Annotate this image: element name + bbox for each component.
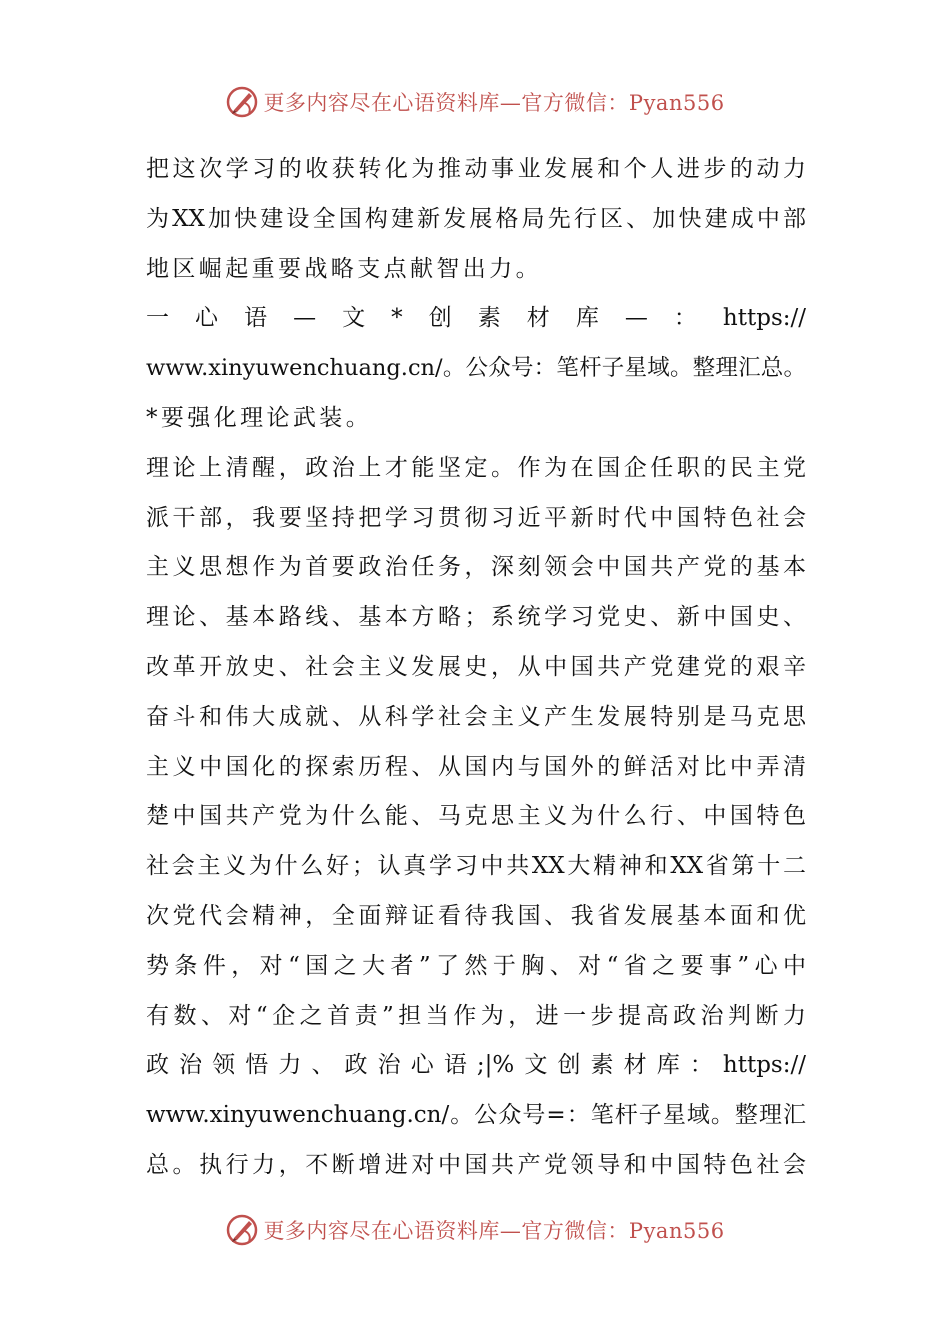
body-line: 次党代会精神，全面辩证看待我国、我省发展基本面和优 [146,902,806,929]
body-line: 主义中国化的探索历程、从国内与国外的鲜活对比中弄清 [146,753,806,780]
pen-logo-icon [225,85,259,119]
body-line: 有数、对“企之首责”担当作为，进一步提高政治判断力 [146,1002,806,1029]
body-line: 主义思想作为首要政治任务，深刻领会中国共产党的基本 [146,554,806,581]
body-line: 政治领悟力、政治心语;|%文创素材库：https:// [146,1052,806,1079]
body-line: *要强化理论武装。 [146,404,373,431]
body-line: 理论上清醒，政治上才能坚定。作为在国企任职的民主党 [146,454,806,481]
header-banner [0,82,950,122]
body-line: 奋斗和伟大成就、从科学社会主义产生发展特别是马克思 [146,703,806,730]
body-line: www.xinyuwenchuang.cn/。公众号：笔杆子星域。整理汇总。 [146,355,806,382]
body-line: 地区崛起重要战略支点献智出力。 [146,255,542,282]
body-line: 改革开放史、社会主义发展史，从中国共产党建党的艰辛 [146,653,806,680]
pen-logo-icon [225,1213,259,1247]
body-line: 为XX加快建设全国构建新发展格局先行区、加快建成中部 [146,205,806,232]
body-line: 把这次学习的收获转化为推动事业发展和个人进步的动力 [146,156,806,182]
header-text: 更多内容尽在心语资料库—官方微信：Pyan556 [263,91,725,115]
body-line: 总。执行力，不断增进对中国共产党领导和中国特色社会 [146,1151,806,1178]
document-body [146,145,806,1191]
body-line: 理论、基本路线、基本方略；系统学习党史、新中国史、 [146,604,806,631]
footer-banner [0,1210,950,1250]
body-line: 一心语—文*创素材库—：https:// [146,305,806,332]
body-line: www.xinyuwenchuang.cn/。公众号=：笔杆子星域。整理汇 [146,1102,806,1129]
body-line: 楚中国共产党为什么能、马克思主义为什么行、中国特色 [146,803,806,830]
footer-text: 更多内容尽在心语资料库—官方微信：Pyan556 [263,1219,725,1243]
body-line: 势条件，对“国之大者”了然于胸、对“省之要事”心中 [146,952,806,979]
body-line: 社会主义为什么好；认真学习中共XX大精神和XX省第十二 [146,853,806,880]
body-line: 派干部，我要坚持把学习贯彻习近平新时代中国特色社会 [146,504,806,531]
